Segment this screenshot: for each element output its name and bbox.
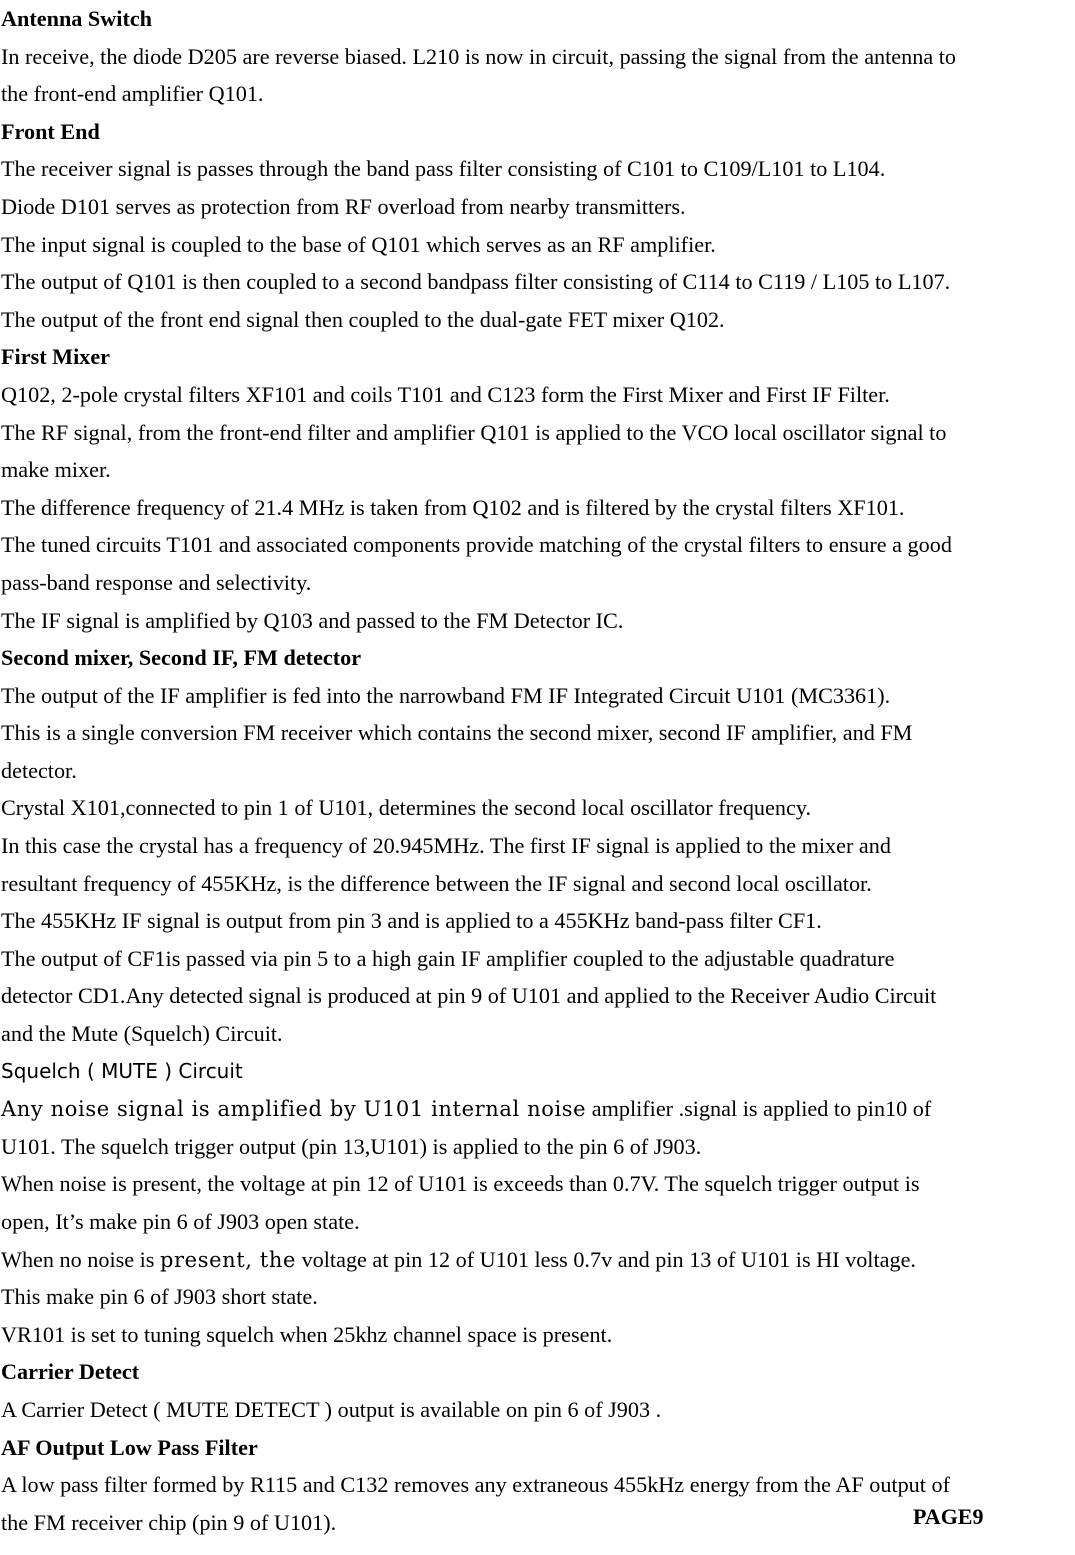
paragraph-line: detector CD1.Any detected signal is produced at pin 9 of U101 and applied to the Receiver Audio Circuit [1, 983, 937, 1009]
section-heading-carrier-detect: Carrier Detect [1, 1359, 140, 1385]
paragraph-line: and the Mute (Squelch) Circuit. [1, 1021, 283, 1047]
page-number: PAGE9 [913, 1504, 984, 1529]
paragraph-segment: When no noise is [1, 1246, 160, 1272]
paragraph-line: In receive, the diode D205 are reverse biased. L210 is now in circuit, passing the signal from the antenna to [1, 43, 956, 69]
paragraph-line: The output of the IF amplifier is fed into the narrowband FM IF Integrated Circuit U101 (MC3361). [1, 682, 891, 708]
paragraph-line: The output of the front end signal then coupled to the dual-gate FET mixer Q102. [1, 306, 725, 332]
section-heading-front-end: Front End [1, 118, 100, 144]
paragraph-line: The receiver signal is passes through the band pass filter consisting of C101 to C109/L101 to L104. [1, 156, 886, 182]
paragraph-line [1, 1241, 1073, 1279]
paragraph-line: make mixer. [1, 457, 111, 483]
paragraph-line: The tuned circuits T101 and associated components provide matching of the crystal filters to ensure a good [1, 532, 952, 558]
paragraph-segment: voltage at pin 12 of U101 less 0.7v and pin 13 of U101 is HI voltage. [296, 1246, 916, 1272]
document-page [1, 0, 1073, 1541]
paragraph-line [1, 1090, 1073, 1128]
paragraph-line: The output of Q101 is then coupled to a second bandpass filter consisting of C114 to C119 / L105 to L107. [1, 269, 951, 295]
paragraph-segment: Any noise signal is amplified by U101 int [1, 1097, 462, 1122]
paragraph-line: The output of CF1is passed via pin 5 to a high gain IF amplifier coupled to the adjustable quadrature [1, 945, 895, 971]
paragraph-line: The 455KHz IF signal is output from pin 3 and is applied to a 455KHz band-pass filter CF1. [1, 908, 822, 934]
section-heading-second-mixer: Second mixer, Second IF, FM detector [1, 645, 362, 671]
paragraph-line: Crystal X101,connected to pin 1 of U101, determines the second local oscillator frequency. [1, 795, 812, 821]
paragraph-line: The difference frequency of 21.4 MHz is taken from Q102 and is filtered by the crystal filters XF101. [1, 494, 905, 520]
paragraph-line: This is a single conversion FM receiver which contains the second mixer, second IF amplifier, and FM [1, 720, 913, 746]
paragraph-line: resultant frequency of 455KHz, is the difference between the IF signal and second local oscillator. [1, 870, 872, 896]
paragraph-line: U101. The squelch trigger output (pin 13,U101) is applied to the pin 6 of J903. [1, 1133, 702, 1159]
paragraph-line: This make pin 6 of J903 short state. [1, 1284, 318, 1310]
paragraph-segment: present, the [160, 1247, 297, 1272]
paragraph-line: the front-end amplifier Q101. [1, 81, 264, 107]
paragraph-line: The input signal is coupled to the base of Q101 which serves as an RF amplifier. [1, 231, 716, 257]
paragraph-line: VR101 is set to tuning squelch when 25khz channel space is present. [1, 1321, 613, 1347]
paragraph-line: open, It’s make pin 6 of J903 open state. [1, 1209, 360, 1234]
paragraph-line: Diode D101 serves as protection from RF overload from nearby transmitters. [1, 193, 686, 219]
paragraph-segment: ernal noise [461, 1097, 587, 1122]
paragraph-line: The IF signal is amplified by Q103 and passed to the FM Detector IC. [1, 607, 624, 633]
section-heading-antenna-switch: Antenna Switch [1, 6, 153, 31]
paragraph-line: the FM receiver chip (pin 9 of U101). [1, 1509, 337, 1535]
paragraph-line: detector. [1, 757, 77, 783]
paragraph-line: A Carrier Detect ( MUTE DETECT ) output is available on pin 6 of J903 . [1, 1396, 662, 1422]
paragraph-line: In this case the crystal has a frequency of 20.945MHz. The first IF signal is applied to the mixer and [1, 833, 891, 859]
paragraph-segment: amplifier .signal is applied to pin10 of [586, 1096, 932, 1122]
paragraph-line: A low pass filter formed by R115 and C132 removes any extraneous 455kHz energy from the AF output of [1, 1472, 950, 1498]
paragraph-line: When noise is present, the voltage at pin 12 of U101 is exceeds than 0.7V. The squelch trigger output is [1, 1171, 920, 1197]
section-heading-first-mixer: First Mixer [1, 344, 111, 370]
paragraph-line: The RF signal, from the front-end filter and amplifier Q101 is applied to the VCO local oscillator signal to [1, 419, 947, 445]
paragraph-line: Q102, 2-pole crystal filters XF101 and coils T101 and C123 form the First Mixer and First IF Filter. [1, 381, 890, 407]
section-heading-af-output: AF Output Low Pass Filter [1, 1434, 258, 1460]
section-heading-squelch: Squelch ( MUTE ) Circuit [1, 1058, 243, 1083]
paragraph-line: pass-band response and selectivity. [1, 569, 312, 595]
